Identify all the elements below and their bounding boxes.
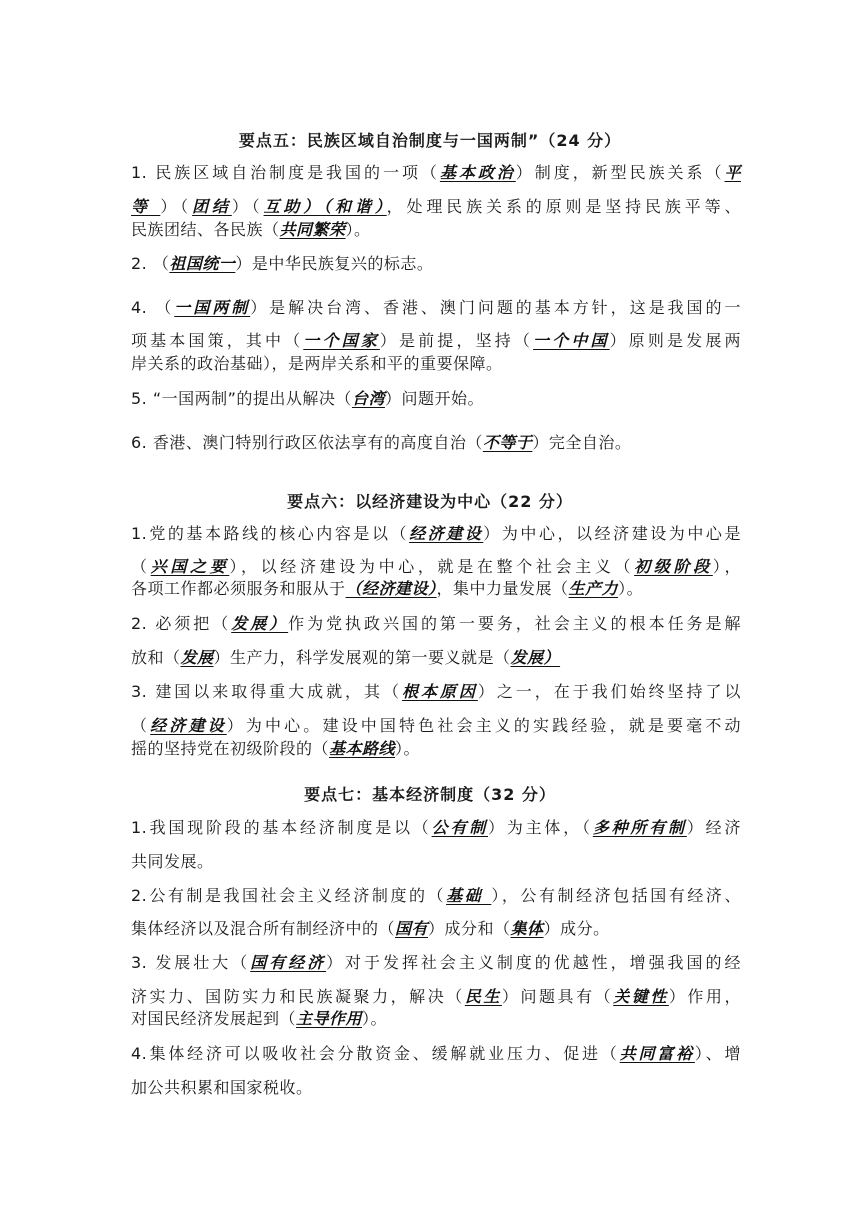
text-line xyxy=(131,197,741,217)
answer-blank: 国有经济 xyxy=(250,953,327,972)
text-segment: 济实力、国防实力和民族凝聚力，解决（ xyxy=(131,987,465,1006)
text-segment: ）经济 xyxy=(686,818,741,837)
text-segment: ）问题具有（ xyxy=(501,987,614,1006)
answer-blank: 一个中国 xyxy=(533,331,610,350)
text-segment: ）是中华民族复兴的标志。 xyxy=(235,254,434,273)
answer-blank: 不等于 xyxy=(482,433,533,452)
text-segment: ）。 xyxy=(618,579,644,598)
text-segment: 加公共积累和国家税收。 xyxy=(131,1078,313,1097)
text-line xyxy=(131,716,741,736)
text-line xyxy=(131,220,741,240)
answer-blank: 生产力 xyxy=(568,579,619,598)
text-segment: （ xyxy=(131,557,151,576)
text-segment: 2.公有制是我国社会主义经济制度的（ xyxy=(131,886,447,905)
answer-blank: 兴国之要 xyxy=(150,557,230,576)
text-segment: 4.集体经济可以吸收社会分散资金、缓解就业压力、促进（ xyxy=(131,1044,620,1063)
text-segment: 6. 香港、澳门特别行政区依法享有的高度自治（ xyxy=(131,433,483,452)
text-line xyxy=(131,163,741,183)
text-line xyxy=(131,579,741,599)
text-line xyxy=(131,331,741,351)
answer-blank: 基础 xyxy=(446,886,492,905)
text-line xyxy=(131,648,741,668)
text-line xyxy=(131,886,741,906)
section-heading: 要点七：基本经济制度（32 分） xyxy=(304,785,556,804)
text-segment: ）之一，在于我们始终坚持了以 xyxy=(477,682,741,701)
text-segment: 共同发展。 xyxy=(131,852,214,871)
answer-blank: 经济建设 xyxy=(409,524,484,543)
text-segment: ）。 xyxy=(395,739,421,758)
text-segment: ）。 xyxy=(362,1009,388,1028)
text-segment: ）（ xyxy=(160,197,193,216)
text-segment: 3. 建国以来取得重大成就，其（ xyxy=(131,682,402,701)
text-segment: （ xyxy=(131,716,151,735)
text-line xyxy=(131,557,741,577)
answer-blank: 主导作用 xyxy=(296,1009,363,1028)
text-line xyxy=(131,298,741,318)
answer-blank: 共同富裕 xyxy=(619,1044,695,1063)
text-segment: 1. 民族区域自治制度是我国的一项（ xyxy=(131,163,440,182)
text-segment: 2. 必须把（ xyxy=(131,614,232,633)
text-segment: ）， xyxy=(712,557,741,576)
text-line xyxy=(131,987,741,1007)
answer-blank: 公有制 xyxy=(431,818,489,837)
text-segment: 1.党的基本路线的核心内容是以（ xyxy=(131,524,410,543)
text-line xyxy=(131,682,741,702)
text-line xyxy=(131,852,741,872)
answer-blank: 根本原因 xyxy=(401,682,478,701)
text-segment: ）成分。 xyxy=(543,919,610,938)
text-segment: ）生产力，科学发展观的第一要义就是（ xyxy=(213,648,511,667)
answer-blank: 一个国家 xyxy=(303,331,380,350)
text-segment: 作为党执政兴国的第一要务，社会主义的根本任务是解 xyxy=(288,614,741,633)
text-segment: 集体经济以及混合所有制经济中的（ xyxy=(131,919,396,938)
text-line xyxy=(131,919,741,939)
text-line xyxy=(131,1044,741,1064)
answer-blank: 经济建设 xyxy=(150,716,227,735)
text-line xyxy=(131,524,741,544)
text-segment: ）制度，新型民族关系（ xyxy=(515,163,725,182)
answer-blank: 发展） xyxy=(510,648,561,667)
text-segment: 5. “一国两制”的提出从解决（ xyxy=(131,389,352,408)
answer-blank: 集体 xyxy=(510,919,544,938)
answer-blank: 一国两制 xyxy=(174,298,251,317)
text-segment: ）为中心，以经济建设为中心是 xyxy=(483,524,741,543)
section-heading: 要点六：以经济建设为中心（22 分） xyxy=(287,492,573,511)
text-segment: ）是解决台湾、香港、澳门问题的基本方针，这是我国的一 xyxy=(250,298,741,317)
text-line xyxy=(131,953,741,973)
text-segment: 民族团结、各民族（ xyxy=(131,220,280,239)
text-line xyxy=(131,254,741,274)
text-segment: ，处理民族关系的原则是坚持民族平等、 xyxy=(386,197,741,216)
text-segment: 对国民经济发展起到（ xyxy=(131,1009,297,1028)
text-line xyxy=(131,1078,741,1098)
answer-blank: （经济建设） xyxy=(345,579,437,598)
text-segment: ）为主体，（ xyxy=(488,818,593,837)
text-segment: ）。 xyxy=(345,220,371,239)
text-line xyxy=(131,354,741,374)
answer-blank: 初级阶段 xyxy=(634,557,713,576)
text-line xyxy=(131,818,741,838)
answer-blank: 等 xyxy=(131,197,161,216)
answer-blank: 团结 xyxy=(192,197,232,216)
answer-blank: 发展） xyxy=(231,614,289,633)
text-segment: ）对于发挥社会主义制度的优越性，增强我国的经 xyxy=(326,953,741,972)
answer-blank: 祖国统一 xyxy=(169,254,236,273)
text-line xyxy=(131,1009,741,1029)
text-segment: ）完全自治。 xyxy=(532,433,632,452)
text-segment: 摇的坚持党在初级阶段的（ xyxy=(131,739,330,758)
text-segment: ）是前提，坚持（ xyxy=(379,331,534,350)
text-segment: 4. （ xyxy=(131,298,175,317)
text-segment: 项基本国策，其中（ xyxy=(131,331,304,350)
text-line xyxy=(131,739,741,759)
text-segment: ）（ xyxy=(231,197,264,216)
text-segment: ）原则是发展两 xyxy=(609,331,741,350)
answer-blank: 民生 xyxy=(464,987,502,1006)
text-segment: ）问题开始。 xyxy=(384,389,484,408)
text-segment: 3. 发展壮大（ xyxy=(131,953,251,972)
text-line xyxy=(131,614,741,634)
answer-blank: 台湾 xyxy=(351,389,385,408)
text-segment: 1.我国现阶段的基本经济制度是以（ xyxy=(131,818,432,837)
text-segment: ）、增 xyxy=(694,1044,741,1063)
text-line xyxy=(131,433,741,453)
answer-blank: 共同繁荣 xyxy=(279,220,346,239)
answer-blank: 关键性 xyxy=(613,987,669,1006)
text-segment: 放和（ xyxy=(131,648,181,667)
answer-blank: 基本路线 xyxy=(329,739,396,758)
text-segment: 各项工作都必须服务和服从于 xyxy=(131,579,346,598)
answer-blank: 互助）（和谐） xyxy=(263,197,387,216)
answer-blank: 平 xyxy=(724,163,741,182)
text-segment: 2. （ xyxy=(131,254,170,273)
answer-blank: 多种所有制 xyxy=(592,818,687,837)
answer-blank: 国有 xyxy=(395,919,429,938)
text-segment: ），公有制经济包括国有经济、 xyxy=(491,886,741,905)
section-heading: 要点五：民族区域自治制度与一国两制”（24 分） xyxy=(238,131,622,150)
text-segment: 岸关系的政治基础），是两岸关系和平的重要保障。 xyxy=(131,354,503,373)
text-segment: ），以经济建设为中心，就是在整个社会主义（ xyxy=(229,557,635,576)
answer-blank: 基本政治 xyxy=(439,163,516,182)
text-segment: ，集中力量发展（ xyxy=(436,579,569,598)
text-segment: ）为中心。建设中国特色社会主义的实践经验，就是要毫不动 xyxy=(226,716,741,735)
text-line xyxy=(131,389,741,409)
answer-blank: 发展 xyxy=(180,648,214,667)
text-segment: ）作用， xyxy=(668,987,741,1006)
text-segment: ）成分和（ xyxy=(428,919,511,938)
